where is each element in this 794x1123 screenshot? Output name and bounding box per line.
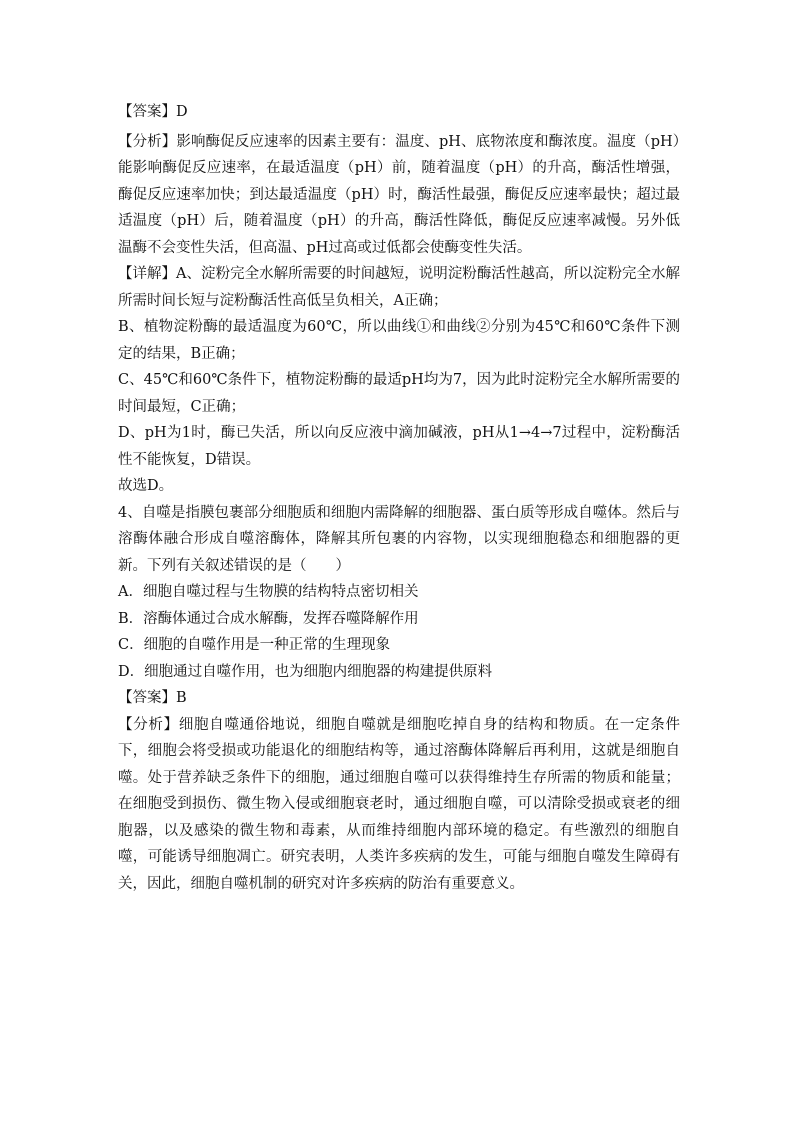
q4-answer: 【答案】B — [118, 690, 187, 706]
q4-option-a: A．细胞自噬过程与生物膜的结构特点密切相关 — [118, 584, 419, 600]
q3-analysis: 【分析】影响酶促反应速率的因素主要有：温度、pH、底物浓度和酶浓度。温度（pH）能影响酶促反应速率，在最适温度（pH）前，随着温度（pH）的升高，酶活性增强，酶促反应速率加快；到达最适温度（pH）时，酶活性最强，酶促反应速率最快；超过最适温度（pH）后，随着温度（pH）的升高，酶活性降低，酶促反应速率减慢。另外低温酶不会变性失活，但高温、pH过高或过低都会使酶变性失活。 — [118, 133, 680, 256]
q4-option-d: D．细胞通过自噬作用，也为细胞内细胞器的构建提供原料 — [118, 663, 493, 680]
q3-detail-d: D、pH为1时，酶已失活，所以向反应液中滴加碱液，pH从1→4→7过程中，淀粉酶活性不能恢复，D错误。 — [118, 425, 680, 468]
q3-detail-a: 【详解】A、淀粉完全水解所需要的时间越短，说明淀粉酶活性越高，所以淀粉完全水解所需时间长短与淀粉酶活性高低呈负相关，A正确； — [118, 266, 680, 309]
q3-answer: 【答案】D — [118, 104, 188, 120]
q4-option-b: B．溶酶体通过合成水解酶，发挥吞噬降解作用 — [118, 610, 419, 627]
q3-detail-c: C、45℃和60℃条件下，植物淀粉酶的最适pH均为7，因为此时淀粉完全水解所需要的时间最短，C正确； — [118, 372, 680, 415]
document-body — [118, 99, 680, 897]
q4-analysis: 【分析】细胞自噬通俗地说，细胞自噬就是细胞吃掉自身的结构和物质。在一定条件下，细胞会将受损或功能退化的细胞结构等，通过溶酶体降解后再利用，这就是细胞自噬。处于营养缺乏条件下的细胞，通过细胞自噬可以获得维持生存所需的物质和能量；在细胞受到损伤、微生物入侵或细胞衰老时，通过细胞自噬，可以清除受损或衰老的细胞器，以及感染的微生物和毒素，从而维持细胞内部环境的稳定。有些激烈的细胞自噬，可能诱导细胞凋亡。研究表明，人类许多疾病的发生，可能与细胞自噬发生障碍有关，因此，细胞自噬机制的研究对许多疾病的防治有重要意义。 — [118, 716, 680, 892]
q3-detail-b: B、植物淀粉酶的最适温度为60℃，所以曲线①和曲线②分别为45℃和60℃条件下测定的结果，B正确； — [118, 319, 680, 362]
q4-option-c: C．细胞的自噬作用是一种正常的生理现象 — [118, 637, 391, 653]
q3-conclusion: 故选D。 — [118, 478, 174, 494]
q4-stem: 4、自噬是指膜包裹部分细胞质和细胞内需降解的细胞器、蛋白质等形成自噬体。然后与溶酶体融合形成自噬溶酶体，降解其所包裹的内容物，以实现细胞稳态和细胞器的更新。下列有关叙述错误的是（ ） — [118, 504, 680, 574]
